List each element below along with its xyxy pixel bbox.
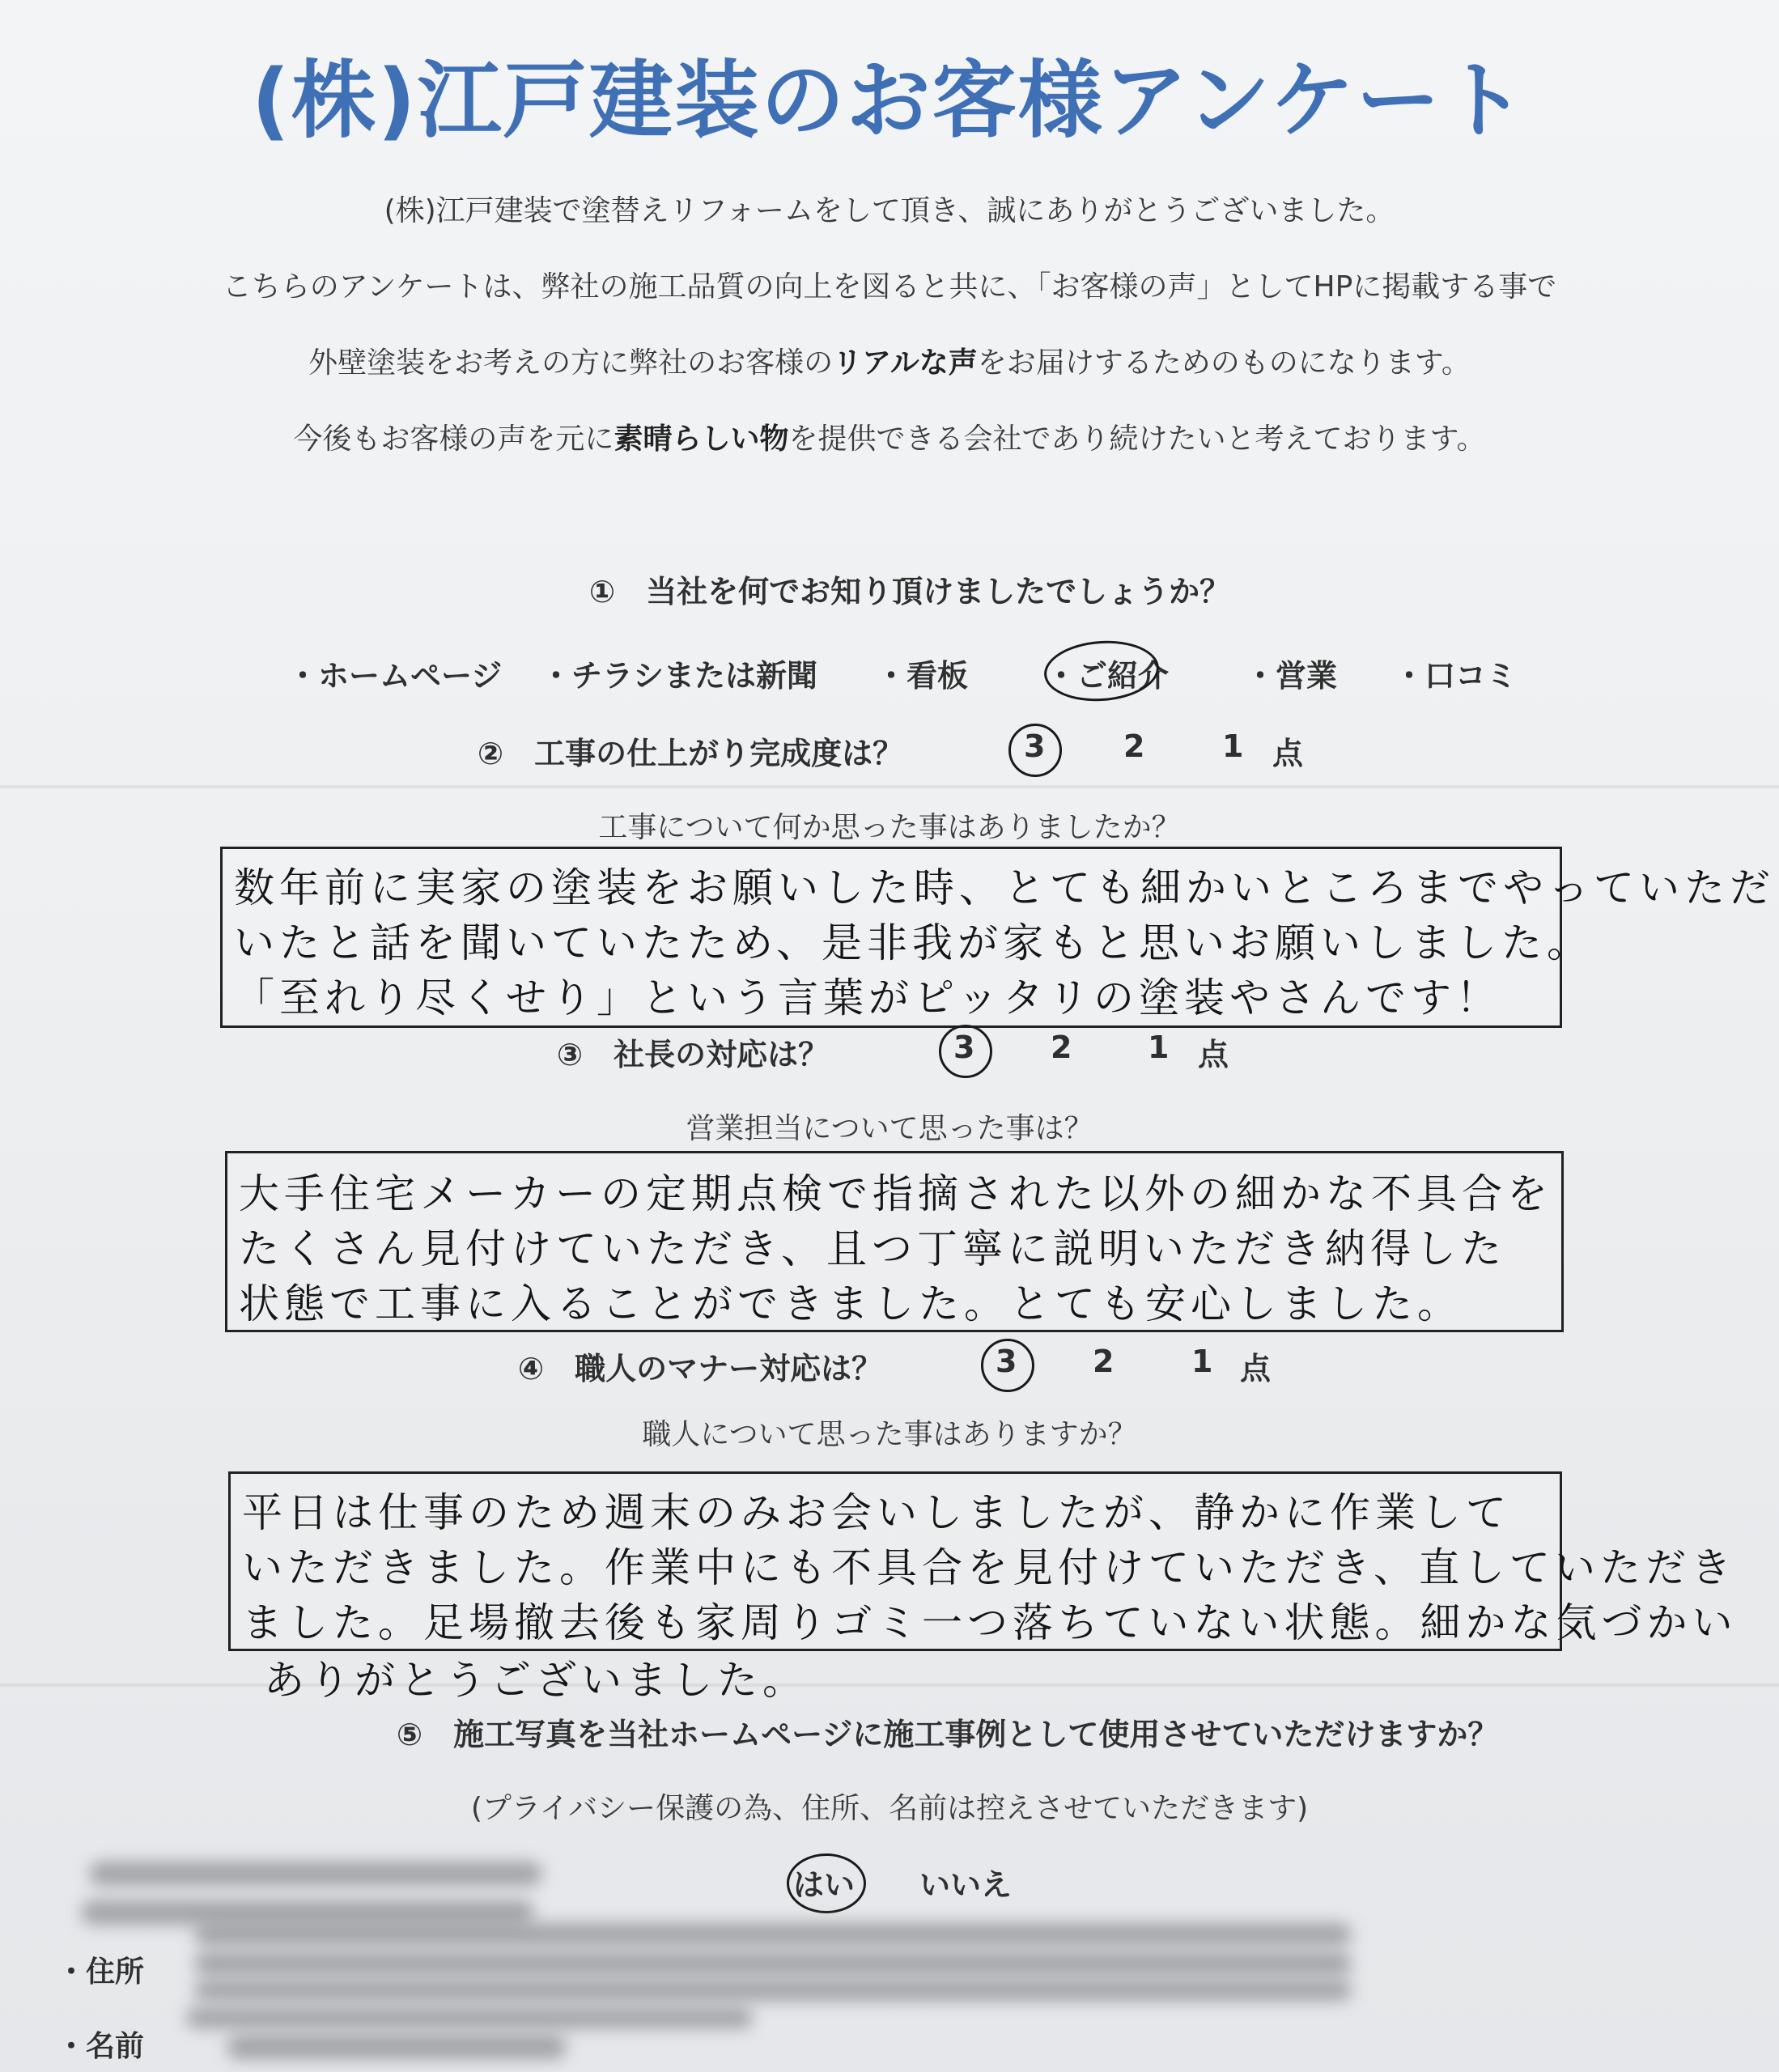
score-2[interactable]: 2 <box>1093 1344 1115 1379</box>
intro-text: を提供できる会社であり続けたいと考えております。 <box>788 422 1486 456</box>
score-2[interactable]: 2 <box>1123 728 1145 764</box>
redacted-block <box>81 1900 534 1925</box>
score-1[interactable]: 1 <box>1222 728 1244 764</box>
paper-fold <box>0 785 1779 788</box>
score-1[interactable]: 1 <box>1191 1344 1213 1379</box>
option-word-of-mouth[interactable]: ・口コミ <box>1394 658 1518 694</box>
question-3: ③ 社長の対応は？ <box>557 1037 830 1072</box>
score-3[interactable]: 3 <box>996 1344 1017 1379</box>
score-unit: 点 <box>1240 1351 1272 1386</box>
intro-line <box>0 416 1779 457</box>
option-signboard[interactable]: ・看板 <box>876 658 969 694</box>
question-3-prompt: 営業担当について思った事は？ <box>686 1112 1093 1145</box>
question-4: ④ 職人のマナー対応は？ <box>518 1351 883 1386</box>
intro-text: 外壁塗装をお考えの方に弊社のお客様の <box>308 346 834 380</box>
privacy-note: (プライバシー保護の為、住所、名前は控えさせていただきます) <box>470 1792 1309 1825</box>
handwritten-line: 状態で工事に入ることができました。とても安心しました。 <box>239 1280 1463 1327</box>
score-unit: 点 <box>1272 736 1304 771</box>
handwritten-line: いたと話を聞いていたため、是非我が家もと思いお願いしました。 <box>234 919 1592 966</box>
question-2-prompt: 工事について何か思った事はありましたか？ <box>598 811 1181 844</box>
intro-line: こちらのアンケートは、弊社の施工品質の向上を図ると共に、「お客様の声」としてHPに掲載する事で <box>222 270 1557 304</box>
intro-emphasis: 素晴らしい物 <box>614 422 789 456</box>
option-yes[interactable]: はい <box>793 1867 856 1903</box>
score-1[interactable]: 1 <box>1148 1030 1170 1065</box>
score-unit: 点 <box>1198 1037 1229 1072</box>
handwritten-line: いただきました。作業中にも不具合を見付けていただき、直していただき <box>242 1544 1736 1591</box>
answer-box-3[interactable] <box>225 1151 1564 1332</box>
redacted-block <box>194 1923 1352 1946</box>
option-homepage[interactable]: ・ホームページ <box>287 658 503 694</box>
handwritten-line: ました。足場撤去後も家周りゴミ一つ落ちていない状態。細かな気づかい <box>242 1599 1738 1646</box>
question-5: ⑤ 施工写真を当社ホームページに施工事例として使用させていただけますか？ <box>397 1717 1499 1752</box>
handwritten-line: 「至れり尽くせり」という言葉がピッタリの塗装やさんです！ <box>234 974 1501 1021</box>
answer-box-2[interactable] <box>220 847 1775 1028</box>
selected-circle <box>939 1025 992 1078</box>
option-no[interactable]: いいえ <box>919 1867 1013 1903</box>
answer-box-4[interactable] <box>228 1471 1738 1651</box>
redacted-block <box>186 2007 753 2028</box>
question-1: ① 当社を何でお知り頂けましたでしょうか？ <box>589 574 1231 609</box>
redacted-block <box>227 2035 567 2059</box>
handwritten-line: 数年前に実家の塗装をお願いした時、とても細かいところまでやっていただ <box>234 864 1775 911</box>
redacted-block <box>89 1862 542 1886</box>
intro-text: 今後もお客様の声を元に <box>293 422 614 456</box>
question-4-prompt: 職人について思った事はありますか？ <box>642 1418 1137 1451</box>
page-title: (株)江戸建装のお客様アンケート <box>251 51 1528 150</box>
score-2[interactable]: 2 <box>1051 1030 1072 1065</box>
question-2: ② 工事の仕上がり完成度は？ <box>478 736 904 771</box>
selected-circle <box>787 1853 866 1913</box>
intro-emphasis: リアルな声 <box>833 346 978 380</box>
handwritten-line: たくさん見付けていただき、且つ丁寧に説明いただき納得した <box>239 1225 1506 1272</box>
intro-line: (株)江戸建装で塗替えリフォームをして頂き、誠にありがとうございました。 <box>384 194 1395 227</box>
selected-circle <box>1008 724 1062 777</box>
handwritten-line: 大手住宅メーカーの定期点検で指摘された以外の細かな不具合を <box>239 1170 1552 1217</box>
handwritten-line: ありがとうございました。 <box>264 1657 808 1704</box>
score-3[interactable]: 3 <box>1024 728 1046 764</box>
redacted-block <box>194 1980 1352 2001</box>
option-flyer[interactable]: ・チラシまたは新聞 <box>541 658 818 694</box>
name-label: ・名前 <box>57 2030 145 2063</box>
intro-line <box>0 340 1779 381</box>
intro-text: をお届けするためのものになります。 <box>977 346 1471 380</box>
address-label: ・住所 <box>57 1955 145 1989</box>
handwritten-line: 平日は仕事のため週末のみお会いしましたが、静かに作業して <box>242 1489 1511 1536</box>
option-sales[interactable]: ・営業 <box>1245 658 1338 694</box>
option-referral[interactable]: ・ご紹介 <box>1046 658 1170 694</box>
score-3[interactable]: 3 <box>953 1030 975 1065</box>
redacted-block <box>194 1952 1352 1975</box>
selected-circle <box>981 1339 1034 1392</box>
